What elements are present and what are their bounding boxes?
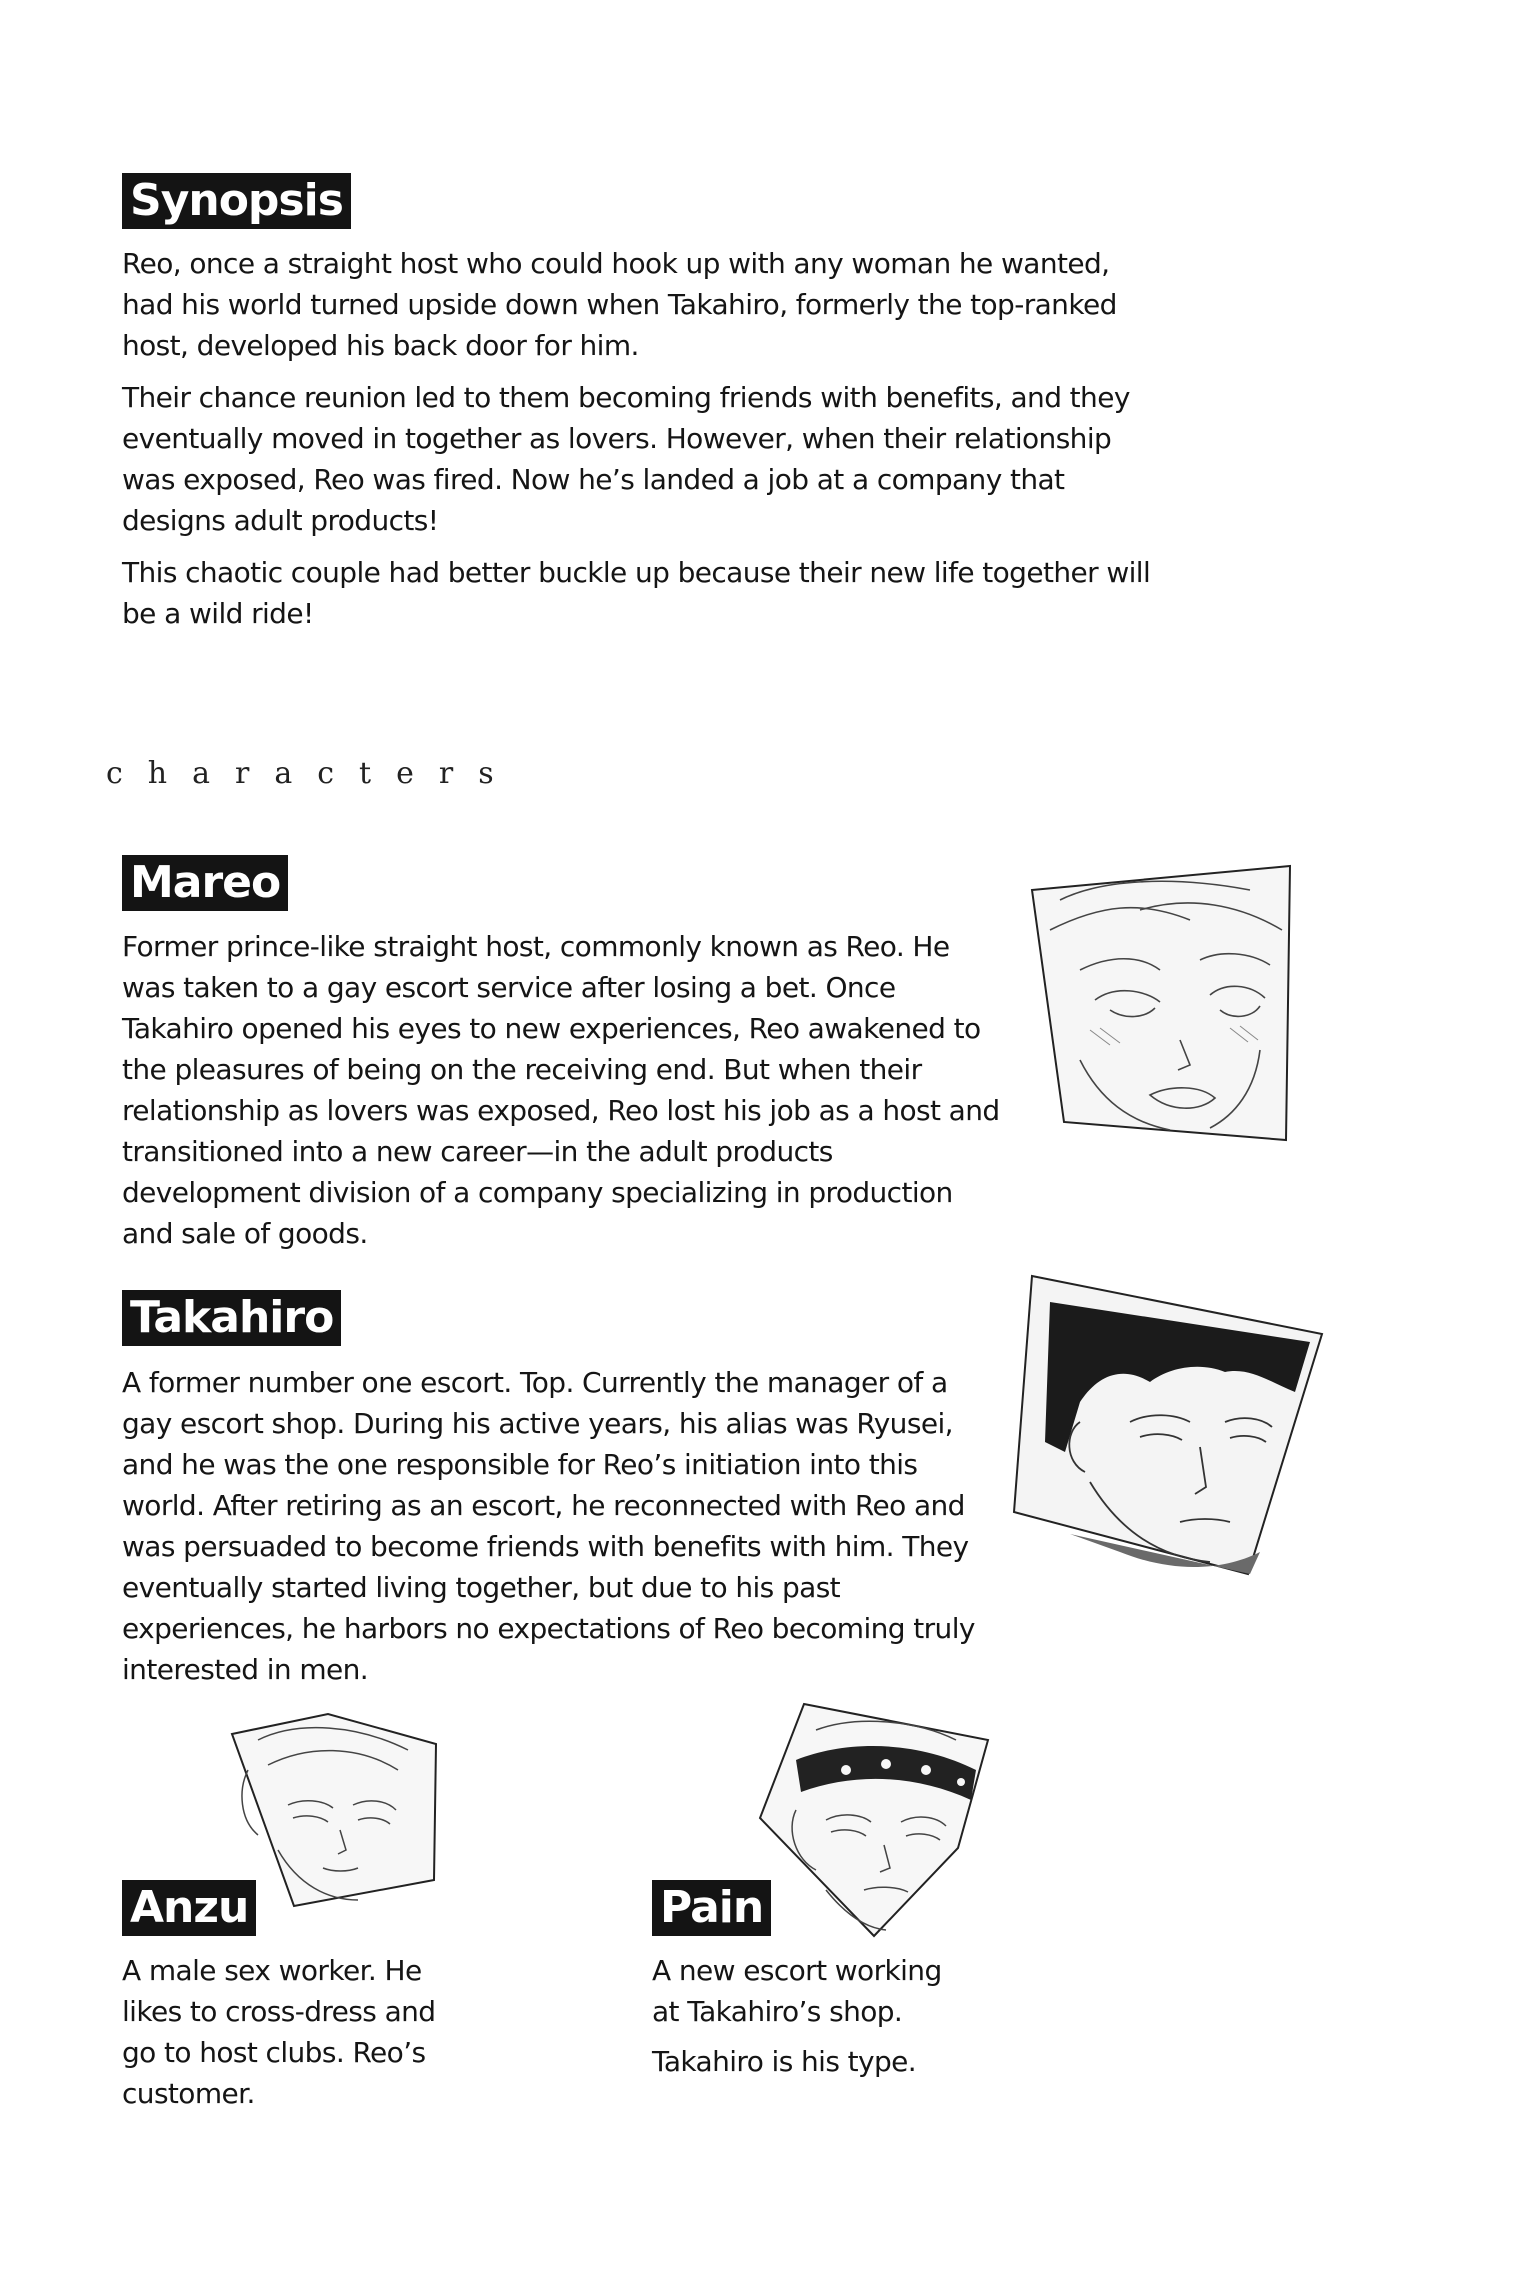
anzu-paragraph: A male sex worker. He likes to cross-dress and go to host clubs. Reo’s customer. bbox=[122, 1954, 436, 2110]
synopsis-paragraph: Reo, once a straight host who could hook up with any woman he wanted, had his world turned upside down when Takahiro, formerly the top-ranked host, developed his back door for him. bbox=[122, 247, 1117, 362]
pain-paragraph: A new escort working at Takahiro’s shop. bbox=[652, 1954, 942, 2028]
mareo-description bbox=[122, 926, 1002, 1265]
takahiro-paragraph: A former number one escort. Top. Currently the manager of a gay escort shop. During his active years, his alias was Ryusei, and he was the one responsible for Reo’s initiation into this world. After retiring as an escort, he reconnected with Reo and was persuaded to become friends with benefits with him. They eventually started living together, but due to his past experiences, he harbors no expectations of Reo becoming truly interested in men. bbox=[122, 1366, 975, 1686]
mareo-paragraph: Former prince-like straight host, commonly known as Reo. He was taken to a gay escort service after losing a bet. Once Takahiro opened his eyes to new experiences, Reo awakened to the pleasures of being on the receiving end. But when their relationship as lovers was exposed, Reo lost his job as a host and transitioned into a new career—in the adult products development division of a company specializing in production and sale of goods. bbox=[122, 930, 1000, 1250]
synopsis-text bbox=[122, 243, 1162, 645]
synopsis-paragraph: Their chance reunion led to them becoming friends with benefits, and they eventually moved in together as lovers. However, when their relationship was exposed, Reo was fired. Now he’s landed a job at a company that designs adult products! bbox=[122, 381, 1130, 537]
pain-description bbox=[652, 1950, 972, 2091]
mareo-portrait bbox=[1020, 860, 1300, 1150]
mareo-name-tag: Mareo bbox=[122, 855, 288, 911]
anzu-name-tag: Anzu bbox=[122, 1880, 256, 1936]
pain-name-tag: Pain bbox=[652, 1880, 771, 1936]
takahiro-name-tag: Takahiro bbox=[122, 1290, 341, 1346]
anzu-description bbox=[122, 1950, 440, 2123]
pain-portrait bbox=[756, 1700, 998, 1940]
synopsis-paragraph: This chaotic couple had better buckle up because their new life together will be a wild ride! bbox=[122, 556, 1151, 630]
characters-heading: characters bbox=[106, 756, 519, 791]
takahiro-description bbox=[122, 1362, 992, 1701]
synopsis-heading: Synopsis bbox=[122, 173, 351, 229]
pain-paragraph: Takahiro is his type. bbox=[652, 2045, 917, 2078]
anzu-portrait bbox=[228, 1710, 446, 1910]
takahiro-portrait bbox=[1010, 1272, 1330, 1582]
